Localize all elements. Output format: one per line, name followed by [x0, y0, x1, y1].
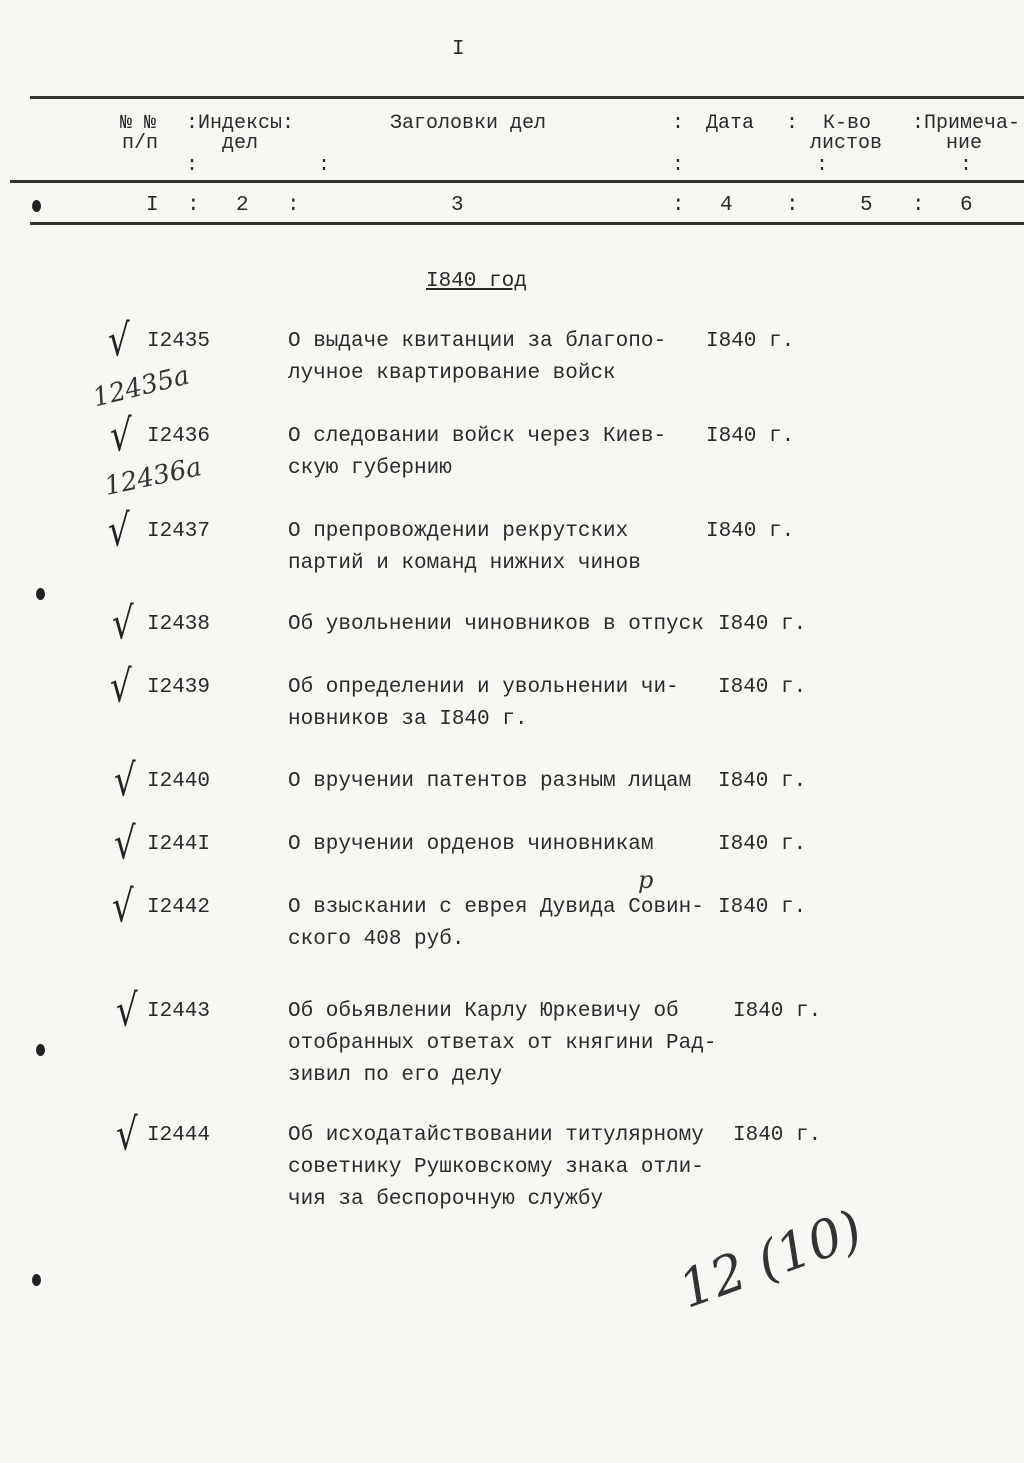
entry-title-line: О выдаче квитанции за благопо-	[288, 330, 667, 353]
entry-index: I2436	[147, 425, 211, 448]
col-num-3: 3	[451, 194, 464, 217]
entry-title-line: О следовании войск через Киев-	[288, 425, 667, 448]
entry-date: I840 г.	[733, 1124, 822, 1147]
checkmark-icon: √	[110, 661, 132, 713]
col-sep: :	[786, 112, 799, 135]
entry-title-line: отобранных ответах от княгини Рад-	[288, 1032, 717, 1055]
checkmark-icon: √	[108, 315, 130, 367]
entry-title-line: зивил по его делу	[288, 1064, 503, 1087]
entry-index: I2443	[147, 1000, 211, 1023]
col-number-header: № №	[120, 112, 157, 135]
col-num-4: 4	[720, 194, 733, 217]
header-bottom-rule	[30, 222, 1024, 225]
entry-date: I840 г.	[718, 833, 807, 856]
entry-title-line: лучное квартирование войск	[288, 362, 616, 385]
col-sep: :	[287, 194, 300, 217]
col-title-header: Заголовки дел	[390, 112, 547, 135]
handwritten-added-index-1: 12435а	[89, 360, 193, 414]
handwritten-added-index-2: 12436а	[101, 452, 205, 502]
entry-title-line: чия за беспорочную службу	[288, 1188, 604, 1211]
col-num-6: 6	[960, 194, 973, 217]
col-date-header: Дата	[706, 112, 755, 135]
entry-title-line: ского 408 руб.	[288, 928, 465, 951]
col-sep: :	[672, 194, 685, 217]
entry-index: I2437	[147, 520, 211, 543]
entry-date: I840 г.	[718, 770, 807, 793]
col-num-2: 2	[236, 194, 249, 217]
entry-title-line: Об обьявлении Карлу Юркевичу об	[288, 1000, 679, 1023]
entry-title-line: скую губернию	[288, 457, 452, 480]
entry-date: I840 г.	[718, 676, 807, 699]
entry-title-line: советнику Рушковскому знака отли-	[288, 1156, 704, 1179]
entry-title-line: новников за I840 г.	[288, 708, 528, 731]
punch-hole-mark	[32, 200, 41, 212]
entry-date: I840 г.	[706, 425, 795, 448]
entry-title-line: О вручении орденов чиновникам	[288, 833, 654, 856]
col-num-5: 5	[860, 194, 873, 217]
entry-title-line: О вручении патентов разным лицам	[288, 770, 692, 793]
col-number-header-2: п/п	[122, 132, 159, 155]
col-sheets-header-2: листов	[810, 132, 883, 155]
col-notes-header: :Примеча-	[912, 112, 1021, 135]
checkmark-icon: √	[114, 818, 136, 870]
col-sheets-header: К-во	[823, 112, 872, 135]
punch-hole-mark	[36, 588, 45, 600]
handwritten-correction: р	[638, 866, 654, 894]
entry-title-line: О препровождении рекрутских	[288, 520, 629, 543]
entry-date: I840 г.	[706, 330, 795, 353]
entry-index: I2438	[147, 613, 211, 636]
entry-index: I2442	[147, 896, 211, 919]
col-index-header-2: дел	[222, 132, 259, 155]
punch-hole-mark	[36, 1044, 45, 1056]
section-title: I840 год	[426, 270, 527, 293]
entry-date: I840 г.	[733, 1000, 822, 1023]
entry-index: I2444	[147, 1124, 211, 1147]
col-notes-header-2: ние	[946, 132, 983, 155]
entry-title-line: Об исходатайствовании титулярному	[288, 1124, 704, 1147]
checkmark-icon: √	[116, 1109, 138, 1161]
entry-date: I840 г.	[706, 520, 795, 543]
handwritten-sheet-count: 12 (10)	[671, 1199, 871, 1321]
entry-title-line: О взыскании с еврея Дувида Совин-	[288, 896, 704, 919]
checkmark-icon: √	[112, 881, 134, 933]
page-number: I	[452, 38, 465, 61]
checkmark-icon: √	[108, 505, 130, 557]
entry-index: I244I	[147, 833, 211, 856]
punch-hole-mark	[32, 1274, 41, 1286]
header-mid-rule	[10, 180, 1024, 183]
col-num-1: I	[146, 194, 159, 217]
entry-title-line: Об увольнении чиновников в отпуск	[288, 613, 704, 636]
checkmark-icon: √	[116, 985, 138, 1037]
col-index-header: :Индексы:	[186, 112, 295, 135]
header-top-rule	[30, 96, 1024, 99]
checkmark-icon: √	[112, 598, 134, 650]
col-sep: :	[912, 194, 925, 217]
entry-date: I840 г.	[718, 613, 807, 636]
entry-date: I840 г.	[718, 896, 807, 919]
checkmark-icon: √	[114, 755, 136, 807]
entry-title-line: Об определении и увольнении чи-	[288, 676, 679, 699]
col-sep: :	[187, 194, 200, 217]
entry-index: I2435	[147, 330, 211, 353]
col-sep: :	[672, 112, 685, 135]
col-sep: :	[786, 194, 799, 217]
checkmark-icon: √	[110, 410, 132, 462]
entry-index: I2440	[147, 770, 211, 793]
entry-index: I2439	[147, 676, 211, 699]
entry-title-line: партий и команд нижних чинов	[288, 552, 641, 575]
